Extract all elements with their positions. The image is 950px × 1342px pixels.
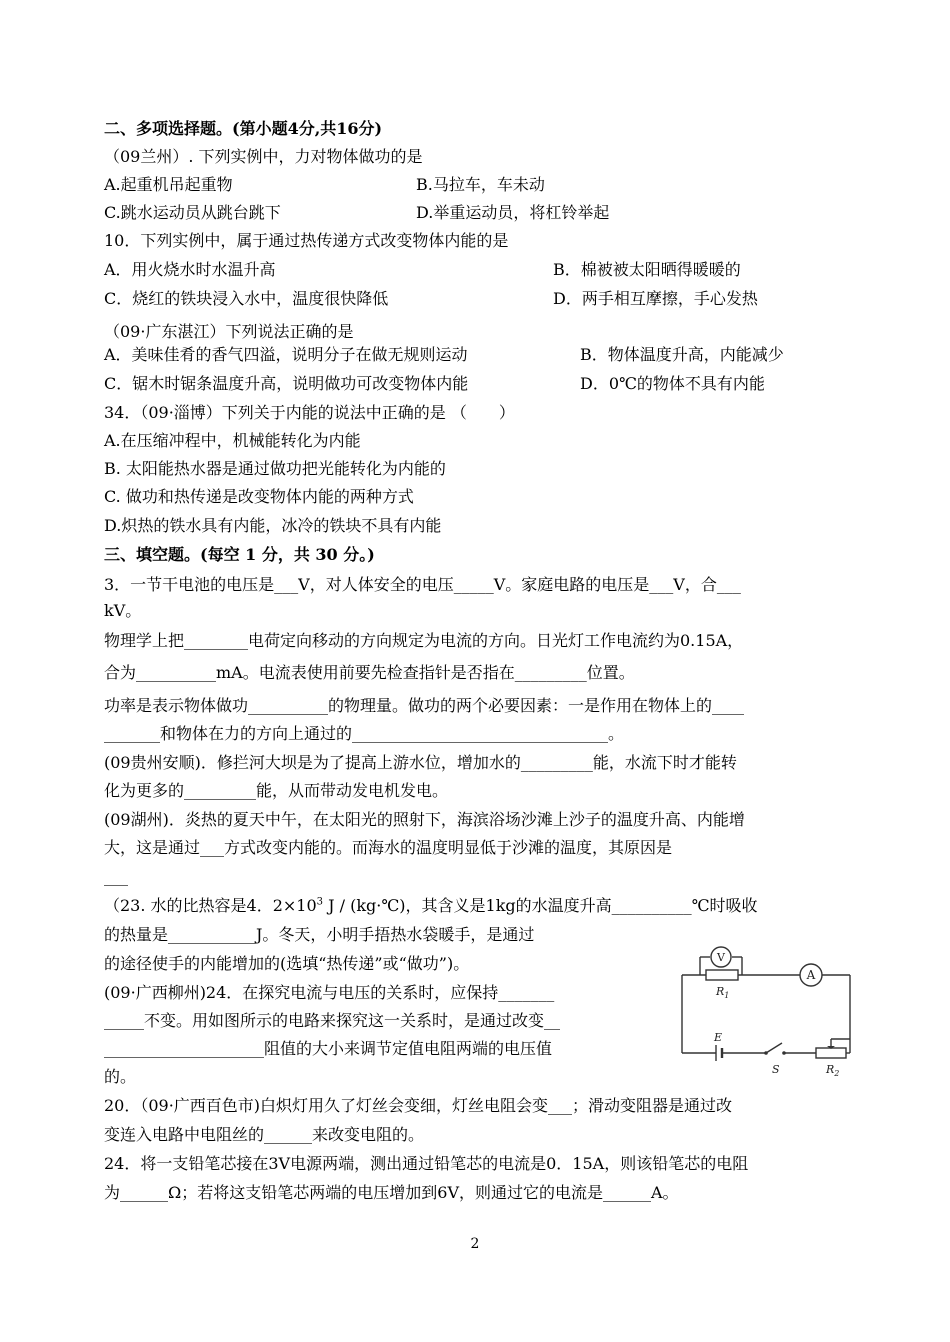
q24-line: (09·广西柳州)24．在探究电流与电压的关系时，应保持_______: [104, 983, 555, 1002]
section-2-title: 二、多项选择题。(第小题4分,共16分): [104, 119, 383, 138]
q3-row2: [104, 373, 904, 395]
fill-line: _______和物体在力的方向上通过的________________________________。: [104, 724, 625, 743]
q23-text: （23. 水的比热容是4．2×10: [104, 896, 317, 915]
q2-option-c: C．烧红的铁块浸入水中，温度很快降低: [104, 289, 389, 308]
r1-subscript: 1: [724, 991, 730, 1000]
fill-line: ___: [104, 867, 128, 886]
r1-label: [715, 985, 729, 1000]
voltmeter-label: V: [717, 951, 725, 964]
q3-option-a: A．美味佳肴的香气四溢，说明分子在做无规则运动: [104, 345, 468, 364]
fill-line: 大，这是通过___方式改变内能的。而海水的温度明显低于沙滩的温度，其原因是: [104, 838, 673, 857]
q4-option-c: C. 做功和热传递是改变物体内能的两种方式: [104, 487, 414, 506]
circuit-diagram: [676, 935, 856, 1080]
r2-subscript: 2: [834, 1069, 840, 1078]
fill-line: 合为__________mA。电流表使用前要先检查指针是否指在_________位置。: [104, 663, 635, 682]
ammeter-label: A: [806, 968, 816, 982]
q3-option-d: D．0℃的物体不具有内能: [580, 374, 765, 393]
fill-line: 功率是表示物体做功__________的物理量。做功的两个必要因素：一是作用在物体上的____: [104, 696, 745, 715]
r2-letter: R: [826, 1063, 835, 1076]
q1-row1: [104, 174, 904, 196]
q3-option-c: C．锯木时锯条温度升高，说明做功可改变物体内能: [104, 374, 469, 393]
q24b-line: 24．将一支铅笔芯接在3V电源两端，测出通过铅笔芯的电流是0．15A，则该铅笔芯的电阻: [104, 1154, 749, 1173]
q1-row2: [104, 202, 904, 224]
q4-option-d: D.炽热的铁水具有内能，冰冷的铁块不具有内能: [104, 516, 442, 535]
q20-line: 20．（09·广西百色市)白炽灯用久了灯丝会变细，灯丝电阻会变___；滑动变阻器是通过改: [104, 1096, 733, 1115]
q2-option-a: A．用火烧水时水温升高: [104, 260, 276, 279]
fill-line: (09贵州安顺)．修拦河大坝是为了提高上游水位，增加水的_________能，水流下时才能转: [104, 753, 737, 772]
q3-row1: [104, 344, 904, 366]
switch-label: S: [772, 1063, 780, 1076]
q2-option-b: B．棉被被太阳晒得暖暖的: [553, 260, 741, 279]
resistor-r1: [706, 970, 738, 980]
q24b-line: 为______Ω；若将这支铅笔芯两端的电压增加到6V，则通过它的电流是______A。: [104, 1183, 679, 1202]
q24-line: 的。: [104, 1067, 137, 1086]
q2-row2: [104, 288, 904, 310]
switch-arm: [766, 1043, 782, 1053]
q1-option-b: B.马拉车，车未动: [416, 175, 545, 194]
q1-option-c: C.跳水运动员从跳台跳下: [104, 203, 281, 222]
q23-line-1: [104, 895, 758, 917]
q1-option-a: A.起重机吊起重物: [104, 175, 233, 194]
r2-label: [825, 1063, 839, 1078]
q23-text: J / (kg·℃)，其含义是1kg的水温度升高__________℃时吸收: [323, 896, 758, 915]
page-number: 2: [470, 1236, 480, 1252]
q3-stem: （09·广东湛江）下列说法正确的是: [104, 322, 354, 341]
q4-option-b: B. 太阳能热水器是通过做功把光能转化为内能的: [104, 459, 446, 478]
rheostat-r2: [816, 1048, 846, 1058]
q23-line-2: 的热量是___________J。冬天，小明手捂热水袋暖手，是通过: [104, 925, 535, 944]
q3-option-b: B．物体温度升高，内能减少: [580, 345, 784, 364]
q1-option-d: D.举重运动员，将杠铃举起: [416, 203, 610, 222]
q2-stem: 10．下列实例中，属于通过热传递方式改变物体内能的是: [104, 231, 509, 250]
r1-letter: R: [716, 985, 725, 998]
battery-label: E: [714, 1031, 723, 1044]
q4-option-a: A.在压缩冲程中，机械能转化为内能: [104, 431, 361, 450]
q4-stem: 34．（09·淄博）下列关于内能的说法中正确的是 （ ）: [104, 403, 515, 422]
switch-contact: [782, 1051, 786, 1055]
q23-superscript: 3: [316, 896, 324, 908]
fill-line: 3．一节干电池的电压是___V，对人体安全的电压_____V。家庭电路的电压是___V，合___: [104, 575, 741, 594]
q1-stem: （09兰州）. 下列实例中，力对物体做功的是: [104, 147, 423, 166]
section-3-title: 三、填空题。(每空 1 分，共 30 分。): [104, 545, 375, 564]
q23-line-3: 的途径使手的内能增加的(选填“热传递”或“做功”)。: [104, 954, 470, 973]
q24-line: _____不变。用如图所示的电路来探究这一关系时，是通过改变__: [104, 1011, 561, 1030]
q2-row1: [104, 259, 904, 281]
q24-line: ____________________阻值的大小来调节定值电阻两端的电压值: [104, 1039, 553, 1058]
fill-line: 物理学上把________电荷定向移动的方向规定为电流的方向。日光灯工作电流约为0.15A，: [104, 631, 744, 650]
switch-pivot: [764, 1051, 768, 1055]
fill-line: 化为更多的_________能，从而带动发电机发电。: [104, 781, 449, 800]
fill-line: (09湖州)．炎热的夏天中午，在太阳光的照射下，海滨浴场沙滩上沙子的温度升高、内能增: [104, 810, 745, 829]
q2-option-d: D．两手相互摩擦，手心发热: [553, 289, 758, 308]
fill-line: kV。: [104, 601, 142, 620]
q20-line: 变连入电路中电阻丝的______来改变电阻的。: [104, 1125, 425, 1144]
